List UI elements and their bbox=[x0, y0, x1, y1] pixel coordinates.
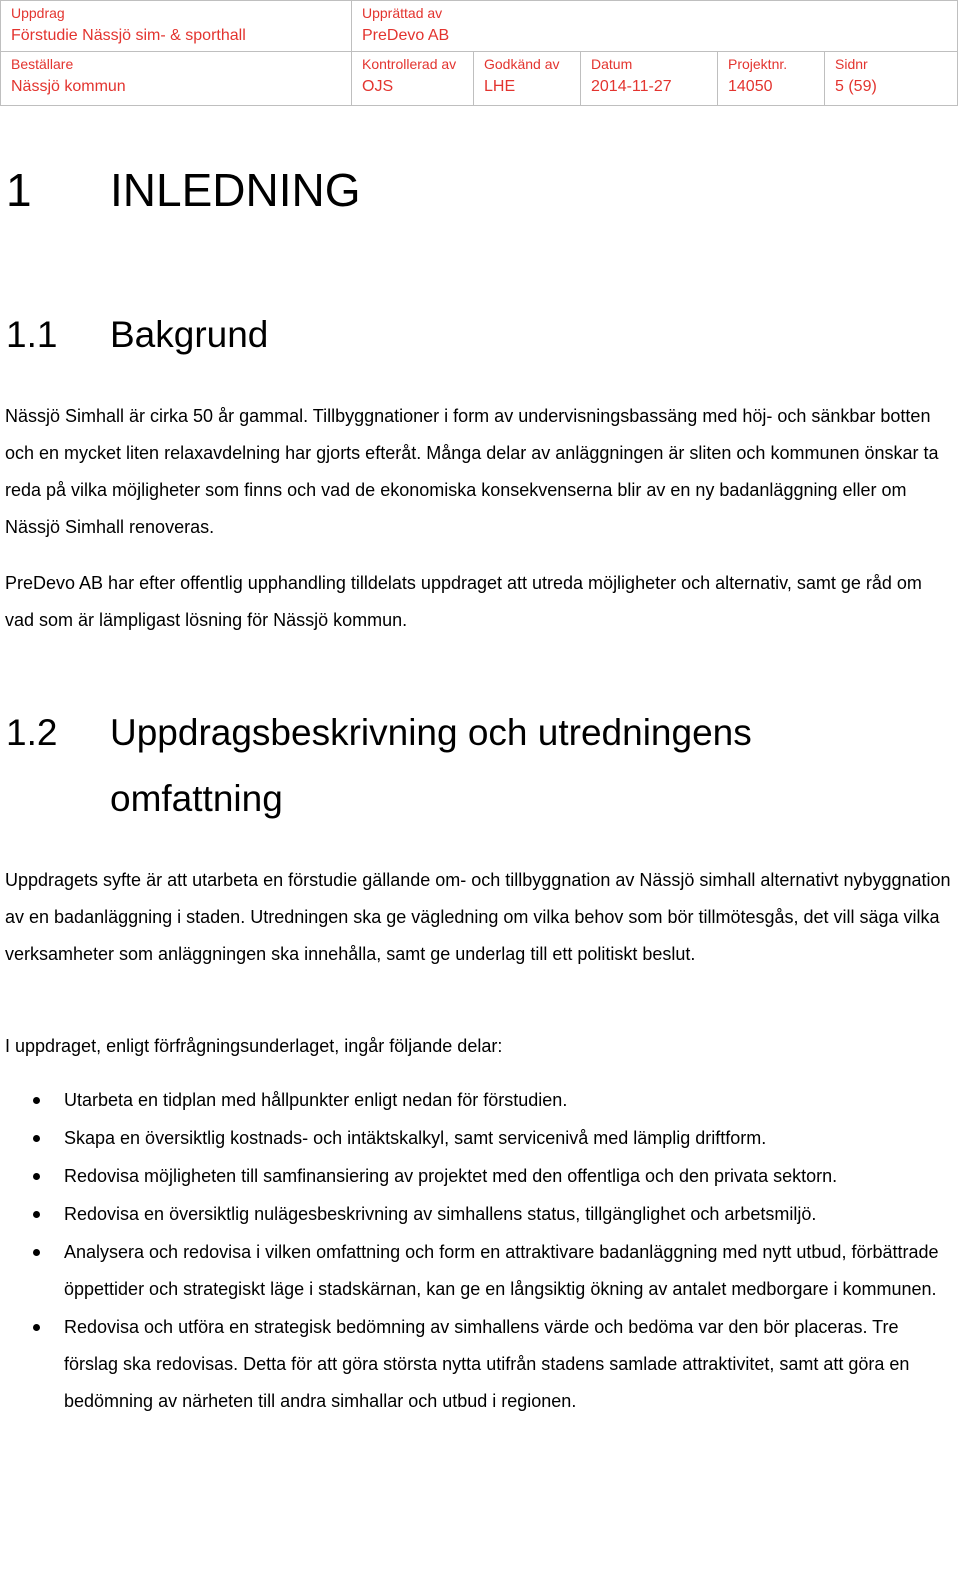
header-kontrollerad-value: OJS bbox=[362, 78, 394, 95]
header-datum-label: Datum bbox=[591, 56, 633, 72]
header-sidnr-value: 5 (59) bbox=[835, 78, 877, 95]
header-row-divider bbox=[1, 51, 957, 52]
header-col-divider bbox=[351, 1, 352, 105]
heading-title: INLEDNING bbox=[110, 164, 361, 216]
header-upprattad-label: Upprättad av bbox=[362, 5, 443, 21]
list-item bbox=[0, 1120, 955, 1157]
list-item bbox=[0, 1234, 955, 1308]
header-col-divider bbox=[824, 51, 825, 105]
header-uppdrag-value: Förstudie Nässjö sim- & sporthall bbox=[11, 27, 246, 44]
header-kontrollerad-label: Kontrollerad av bbox=[362, 56, 457, 72]
bullet-icon bbox=[33, 1324, 40, 1331]
header-col-divider bbox=[580, 51, 581, 105]
heading-title: Bakgrund bbox=[110, 314, 269, 355]
header-datum-value: 2014-11-27 bbox=[591, 78, 672, 95]
header-godkand-value: LHE bbox=[484, 78, 516, 95]
list-item-text: Utarbeta en tidplan med hållpunkter enligt nedan för förstudien. bbox=[64, 1090, 568, 1110]
header-datum bbox=[591, 56, 672, 97]
paragraph-bakgrund-2: PreDevo AB har efter offentlig upphandling tilldelats uppdraget att utreda möjligheter och alternativ, samt ge råd om vad som är lämpligast lösning för Nässjö kommun. bbox=[5, 573, 922, 630]
list-item bbox=[0, 1158, 955, 1195]
header-sidnr bbox=[835, 56, 877, 97]
list-item-text: Skapa en översiktlig kostnads- och intäktskalkyl, samt servicenivå med lämplig driftform. bbox=[64, 1128, 767, 1148]
bullet-icon bbox=[33, 1097, 40, 1104]
list-item bbox=[0, 1309, 955, 1420]
header-uppdrag bbox=[11, 5, 246, 46]
paragraph-uppdrag-2: I uppdraget, enligt förfrågningsunderlaget, ingår följande delar: bbox=[5, 1036, 503, 1056]
list-item bbox=[0, 1196, 955, 1233]
heading-title: Uppdragsbeskrivning och utredningens omfattning bbox=[110, 712, 752, 819]
header-col-divider bbox=[717, 51, 718, 105]
header-sidnr-label: Sidnr bbox=[835, 56, 868, 72]
heading-number: 1.2 bbox=[6, 712, 58, 753]
bullet-icon bbox=[33, 1135, 40, 1142]
header-projektnr-value: 14050 bbox=[728, 78, 773, 95]
paragraph-uppdrag-1: Uppdragets syfte är att utarbeta en förstudie gällande om- och tillbyggnation av Nässjö simhall alternativt nybyggnation av en badanläggning i staden. Utredningen ska ge vägledning om vilka behov som bör tillmötesgås, det vill säga vilka verksamheter som anläggningen ska innehålla, samt ge underlag till ett politiskt beslut. bbox=[5, 870, 951, 964]
document-header-table bbox=[0, 0, 958, 106]
header-kontrollerad bbox=[362, 56, 456, 97]
header-bestallare-label: Beställare bbox=[11, 56, 74, 72]
header-projektnr-label: Projektnr. bbox=[728, 56, 788, 72]
list-item-text: Redovisa och utföra en strategisk bedömning av simhallens värde och bedöma var den bör placeras. Tre förslag ska redovisas. Detta för att göra största nytta utifrån stadens samlade attraktivitet, samt att göra en bedömning av närheten till andra simhallar och utbud i regionen. bbox=[64, 1317, 910, 1411]
header-godkand bbox=[484, 56, 560, 97]
header-col-divider bbox=[473, 51, 474, 105]
bullet-icon bbox=[33, 1173, 40, 1180]
heading-number: 1.1 bbox=[6, 314, 58, 355]
heading-number: 1 bbox=[6, 164, 32, 216]
paragraph-bakgrund-1: Nässjö Simhall är cirka 50 år gammal. Tillbyggnationer i form av undervisningsbassäng med höj- och sänkbar botten och en mycket liten relaxavdelning har gjorts efteråt. Många delar av anläggningen är sliten och kommunen önskar ta reda på vilka möjligheter som finns och vad de ekonomiska konsekvenserna blir av en ny badanläggning eller om Nässjö Simhall renoveras. bbox=[5, 406, 939, 537]
scope-bullet-list bbox=[0, 1082, 955, 1421]
header-godkand-label: Godkänd av bbox=[484, 56, 560, 72]
header-bestallare-value: Nässjö kommun bbox=[11, 78, 126, 95]
header-upprattad-value: PreDevo AB bbox=[362, 27, 450, 44]
header-projektnr bbox=[728, 56, 787, 97]
header-bestallare bbox=[11, 56, 126, 97]
list-item-text: Redovisa möjligheten till samfinansiering av projektet med den offentliga och den privata sektorn. bbox=[64, 1166, 838, 1186]
header-uppdrag-label: Uppdrag bbox=[11, 5, 65, 21]
list-item bbox=[0, 1082, 955, 1119]
list-item-text: Redovisa en översiktlig nulägesbeskrivning av simhallens status, tillgänglighet och arbetsmiljö. bbox=[64, 1204, 817, 1224]
bullet-icon bbox=[33, 1211, 40, 1218]
list-item-text: Analysera och redovisa i vilken omfattning och form en attraktivare badanläggning med nytt utbud, förbättrade öppettider och strategiskt läge i stadskärnan, kan ge en långsiktig ökning av antalet medborgare i kommunen. bbox=[64, 1242, 939, 1299]
header-upprattad bbox=[362, 5, 449, 46]
bullet-icon bbox=[33, 1249, 40, 1256]
